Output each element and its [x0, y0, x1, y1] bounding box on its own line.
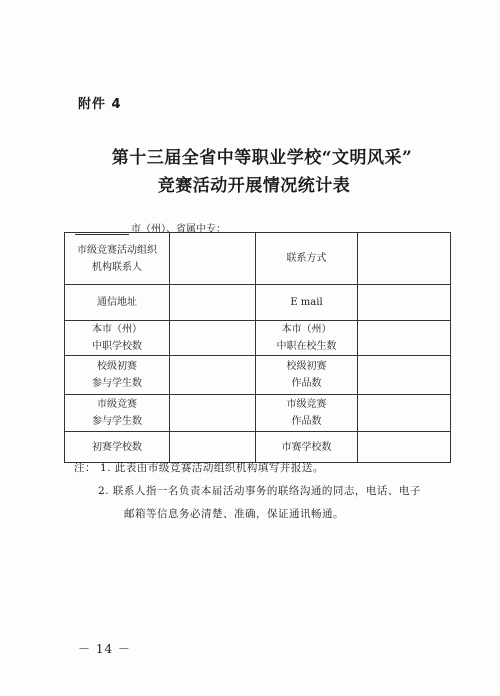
table-row — [65, 233, 451, 285]
table-value-cell[interactable] — [170, 356, 256, 395]
table-label-cell: E mail — [256, 285, 358, 321]
table-label-cell: 市级竞赛 参与学生数 — [65, 395, 170, 432]
table-value-cell[interactable] — [170, 321, 256, 356]
table-value-cell[interactable] — [358, 285, 451, 321]
table-row — [65, 321, 451, 356]
table-value-cell[interactable] — [170, 233, 256, 285]
table-row — [65, 285, 451, 321]
table-value-cell[interactable] — [358, 356, 451, 395]
note-item-2-continued: 邮箱等信息务必清楚、准确，保证通讯畅通。 — [124, 508, 344, 520]
table-label-cell: 本市（州） 中职学校数 — [65, 321, 170, 356]
statistics-table — [64, 232, 451, 463]
table-label-cell: 联系方式 — [256, 233, 358, 285]
note-item-2: 2. 联系人指一名负责本届活动事务的联络沟通的同志，电话、电子 — [98, 485, 421, 497]
table-value-cell[interactable] — [358, 233, 451, 285]
table-label-cell: 本市（州） 中职在校生数 — [256, 321, 358, 356]
table-label-cell: 校级初赛 作品数 — [256, 356, 358, 395]
note-text: 1. 此表由市级竞赛活动组织机构填写并报送。 — [100, 462, 324, 474]
table-label-cell: 市赛学校数 — [256, 432, 358, 463]
notes-section — [74, 457, 454, 526]
page-number: － 14 － — [78, 642, 131, 656]
title-line-1: 第十三届全省中等职业学校“文明风采” — [111, 148, 413, 168]
title-line-2: 竞赛活动开展情况统计表 — [157, 176, 351, 196]
table-label-cell: 校级初赛 参与学生数 — [65, 356, 170, 395]
attachment-label: 附件 4 — [78, 97, 122, 112]
table-label-cell: 市级竞赛活动组织 机构联系人 — [65, 233, 170, 285]
region-label: 市（州）、省属中专： — [131, 224, 226, 235]
table-value-cell[interactable] — [170, 285, 256, 321]
table-label-cell: 市级竞赛 作品数 — [256, 395, 358, 432]
table-value-cell[interactable] — [358, 321, 451, 356]
table-row — [65, 356, 451, 395]
table-value-cell[interactable] — [358, 395, 451, 432]
table-label-cell: 通信地址 — [65, 285, 170, 321]
table-value-cell[interactable] — [170, 395, 256, 432]
note-item-1 — [74, 457, 454, 480]
table-label-cell: 初赛学校数 — [65, 432, 170, 463]
notes-prefix: 注： — [74, 462, 96, 474]
table-row — [65, 395, 451, 432]
